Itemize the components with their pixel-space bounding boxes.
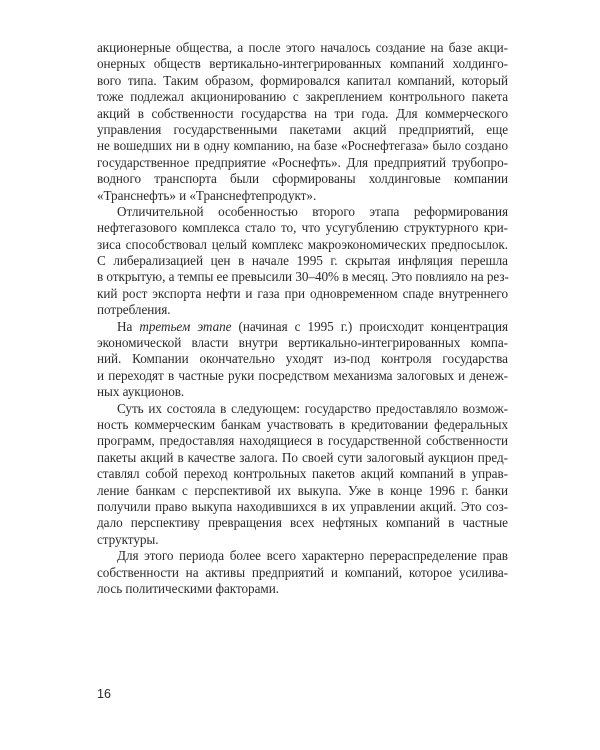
paragraph-4 <box>97 401 508 549</box>
paragraph-1 <box>97 40 508 204</box>
text-line: получили право выкупа находившихся в их управлении акций. Это соз- <box>97 498 508 514</box>
text-line: онерных обществ вертикально-интегрированных компаний холдинго- <box>97 56 508 72</box>
text-line: «Транснефть» и «Транснефтепродукт». <box>97 187 317 203</box>
text-line: ставлял собой переход контрольных пакетов акций компаний в управ- <box>97 466 508 482</box>
text-line: акционерные общества, а после этого началось создание на базе акци- <box>97 40 508 55</box>
text-line: Отличительной особенностью второго этапа реформирования <box>117 203 508 219</box>
text-line: Суть их состояла в следующем: государство предоставляло возмож- <box>117 400 508 416</box>
text-line: С либерализацией цен в начале 1995 г. скрытая инфляция перешла <box>97 253 508 269</box>
text-line: и переходят в частные руки посредством механизма залоговых и денеж- <box>97 367 508 383</box>
emphasis-third-stage: третьем этапе <box>139 318 232 334</box>
text-line: пакеты акций в качестве залога. По своей сути залоговый аукцион пред- <box>97 449 508 465</box>
text-line: управления государственными пакетами акций предприятий, еще <box>97 121 508 137</box>
text-line: вого типа. Таким образом, формировался капитал компаний, который <box>97 72 508 88</box>
text-line: водного транспорта были сформированы холдинговые компании <box>97 171 508 187</box>
text-line: акций в собственности государства на три года. Для коммерческого <box>97 105 508 121</box>
text-line: потребления. <box>97 302 171 318</box>
text-line: ление банкам с перспективой их выкупа. Уже в конце 1996 г. банки <box>97 482 508 498</box>
paragraph-3 <box>97 319 508 401</box>
text-line: структуры. <box>97 531 159 547</box>
text-line: программ, предоставляя находящиеся в государственной собственности <box>97 433 508 449</box>
text-line: собственности на активы предприятий и компаний, которое усилива- <box>97 564 508 580</box>
text-line: нефтегазового комплекса стало то, что усугублению структурного кри- <box>97 220 508 236</box>
paragraph-5 <box>97 548 508 597</box>
text-line: экономической власти внутри вертикально-интегрированных компа- <box>97 335 508 351</box>
text-line: государственное предприятие «Роснефть». Для предприятий трубопро- <box>97 154 508 170</box>
text-run: На <box>117 318 140 334</box>
text-line: Для этого периода более всего характерно перераспределение прав <box>117 548 508 564</box>
text-line: ность коммерческим банкам участвовать в кредитовании федеральных <box>97 416 508 432</box>
text-run: (начиная с 1995 г.) происходит концентрация <box>231 318 508 334</box>
text-line-with-emphasis <box>97 319 508 335</box>
text-line: кий рост экспорта нефти и газа при одновременном спаде внутреннего <box>97 285 508 301</box>
text-line: ных аукционов. <box>97 384 185 400</box>
text-line: лось политическими факторами. <box>97 580 279 596</box>
text-line: дало перспективу превращения всех нефтяных компаний в частные <box>97 515 508 531</box>
text-line: в открытую, а темпы ее превысили 30–40% в месяц. Это повлияло на рез- <box>97 269 509 285</box>
page-number: 16 <box>97 687 111 701</box>
text-line: не вошедших ни в одну компанию, на базе «Роснефтегаза» было создано <box>97 138 508 154</box>
document-page <box>97 40 508 597</box>
paragraph-2 <box>97 204 508 319</box>
text-line: тоже подлежал акционированию с закреплением контрольного пакета <box>97 89 508 105</box>
text-line: ний. Компании окончательно уходят из-под контроля государства <box>97 351 508 367</box>
text-line: зиса способствовал целый комплекс макроэкономических предпосылок. <box>97 236 508 252</box>
